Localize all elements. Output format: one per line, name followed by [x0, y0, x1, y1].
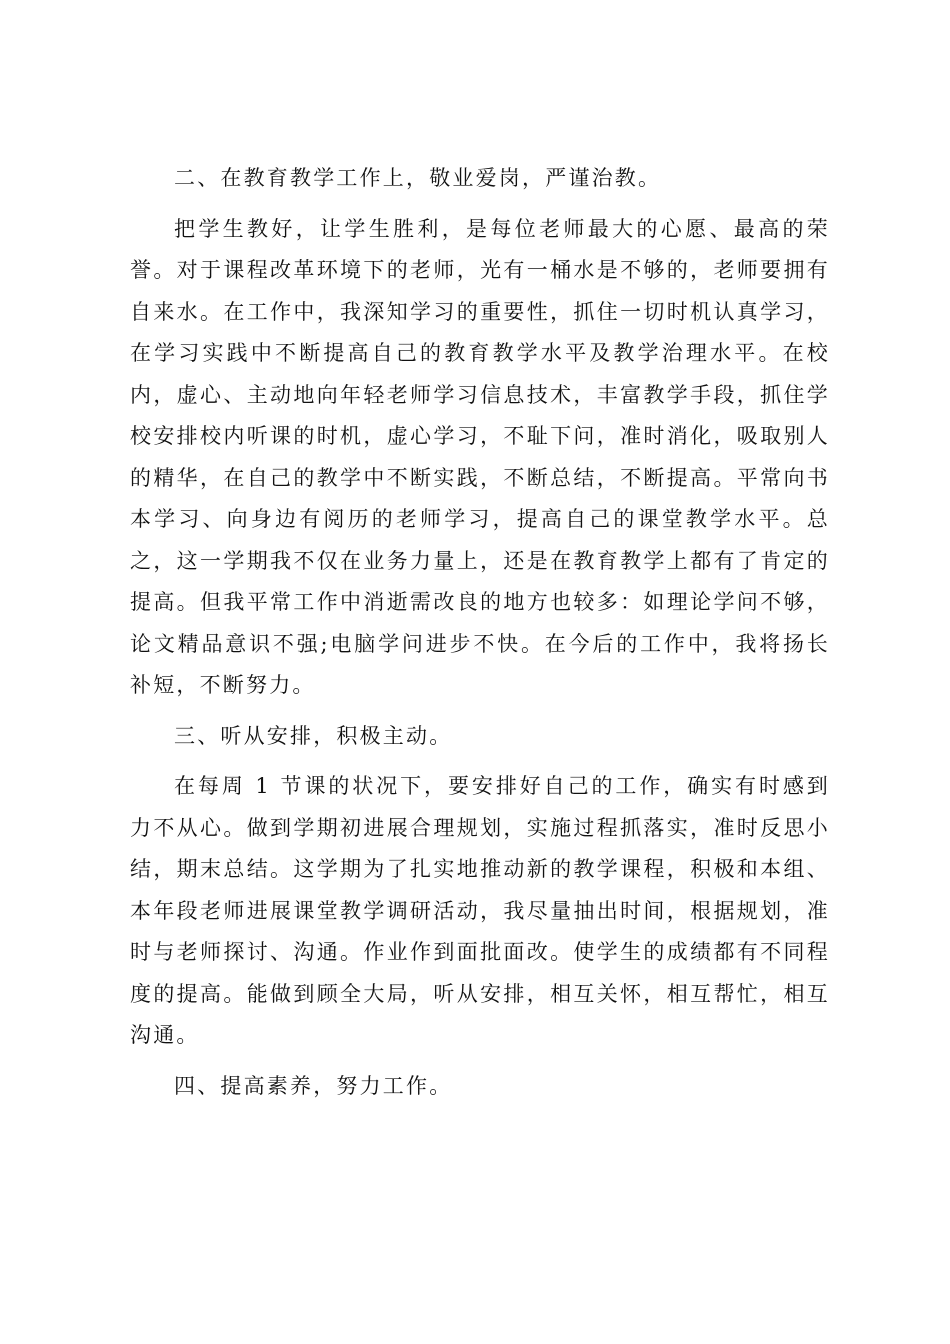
document-body — [130, 158, 830, 1116]
section-paragraph-3: 在每周 1 节课的状况下，要安排好自己的工作，确实有时感到力不从心。做到学期初进展合理规划，实施过程抓落实，准时反思小结，期末总结。这学期为了扎实地推动新的教学课程，积极和本组、本年段老师进展课堂教学调研活动，我尽量抽出时间，根据规划，准时与老师探讨、沟通。作业作到面批面改。使学生的成绩都有不同程度的提高。能做到顾全大局，听从安排，相互关怀，相互帮忙，相互沟通。 — [130, 774, 830, 1047]
section-paragraph-2: 把学生教好，让学生胜利，是每位老师最大的心愿、最高的荣誉。对于课程改革环境下的老师，光有一桶水是不够的，老师要拥有自来水。在工作中，我深知学习的重要性，抓住一切时机认真学习，在学习实践中不断提高自己的教育教学水平及教学治理水平。在校内，虚心、主动地向年轻老师学习信息技术，丰富教学手段，抓住学校安排校内听课的时机，虚心学习，不耻下问，准时消化，吸取别人的精华，在自己的教学中不断实践，不断总结，不断提高。平常向书本学习、向身边有阅历的老师学习，提高自己的课堂教学水平。总之，这一学期我不仅在业务力量上，还是在教育教学上都有了肯定的提高。但我平常工作中消逝需改良的地方也较多：如理论学问不够，论文精品意识不强;电脑学问进步不快。在今后的工作中，我将扬长补短，不断努力。 — [130, 216, 830, 697]
section-heading-3: 三、听从安排，积极主动。 — [174, 723, 453, 748]
section-heading-2: 二、在教育教学工作上，敬业爱岗，严谨治教。 — [174, 166, 662, 190]
section-heading-4: 四、提高素养，努力工作。 — [174, 1073, 453, 1098]
